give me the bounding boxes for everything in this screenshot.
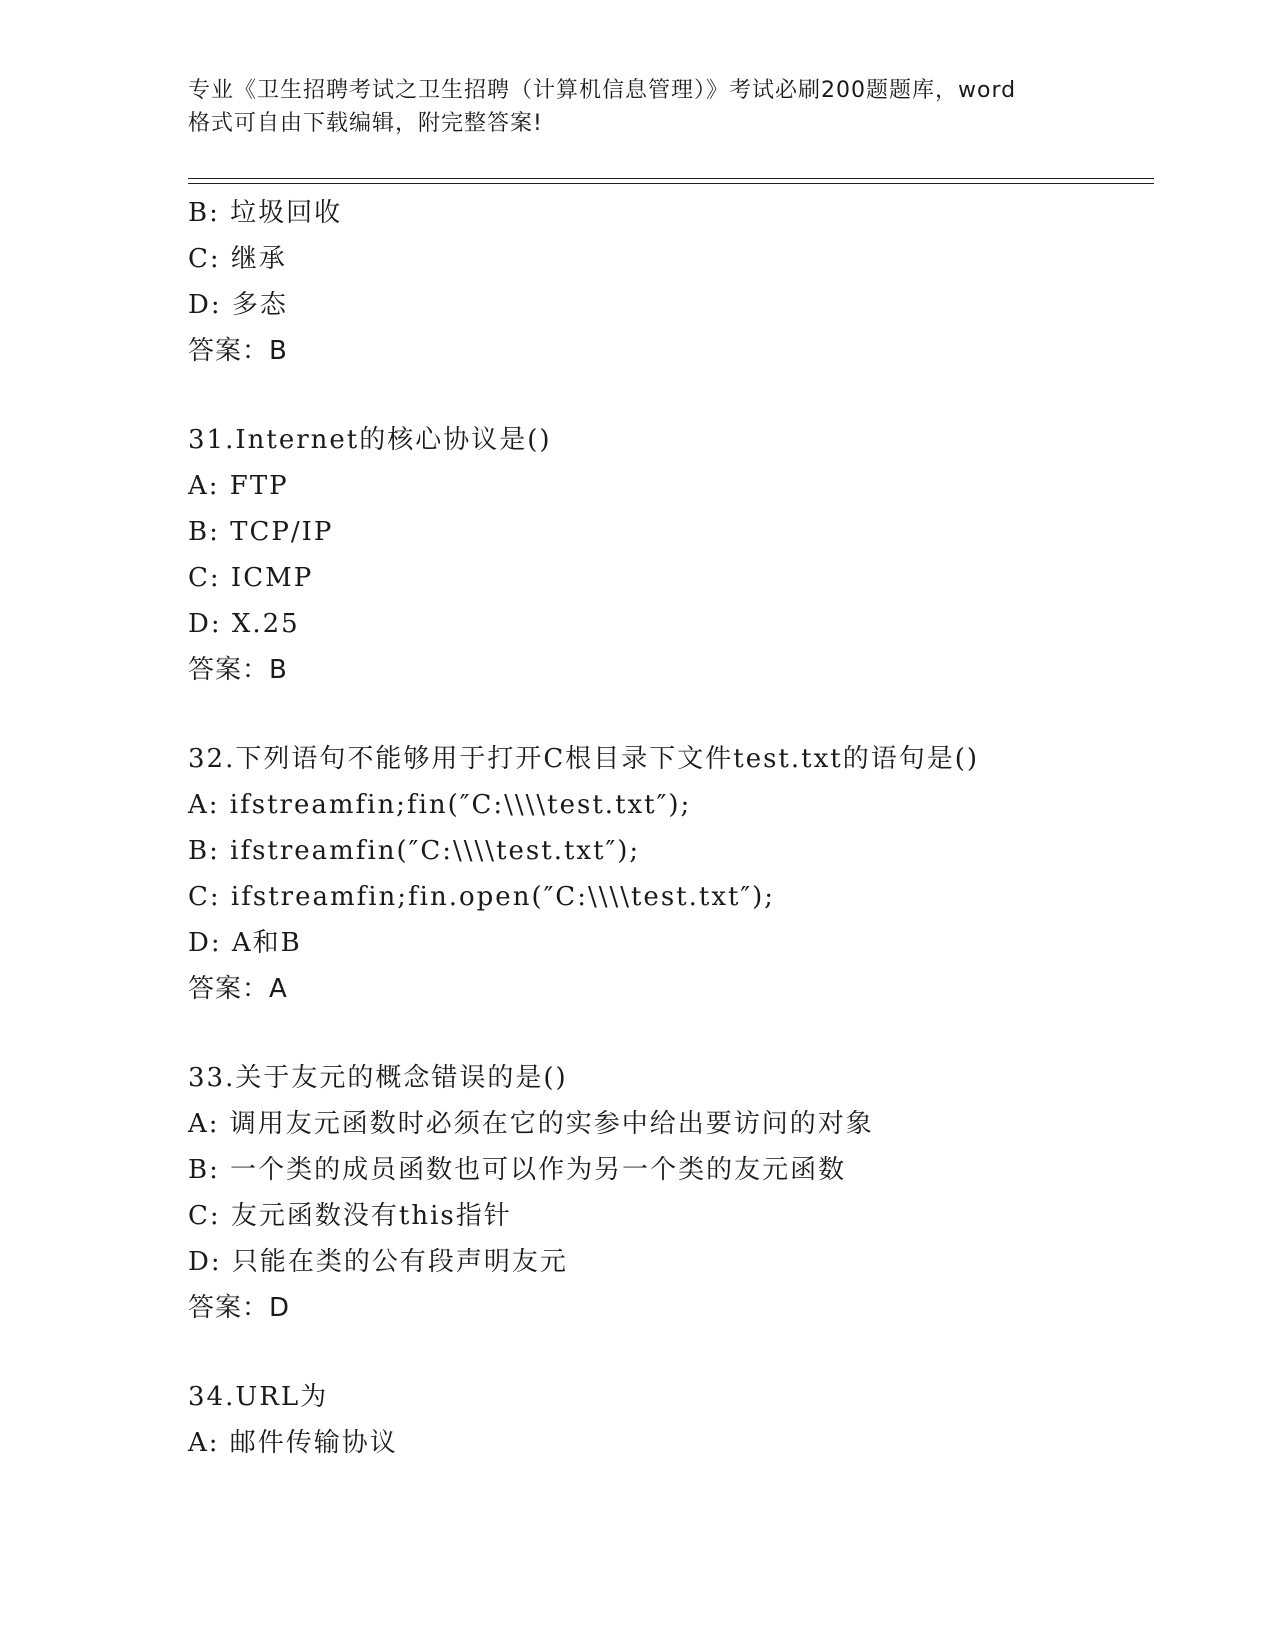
- option-a: A: ifstreamfin;fin(″C:\\\\test.txt″);: [188, 790, 692, 820]
- question-stem: 33.关于友元的概念错误的是(): [188, 1063, 568, 1093]
- answer-line: 答案：A: [188, 974, 288, 1004]
- option-b: B: ifstreamfin(″C:\\\\test.txt″);: [188, 836, 641, 866]
- option-b: B: 一个类的成员函数也可以作为另一个类的友元函数: [188, 1155, 847, 1185]
- option-b: B: 垃圾回收: [188, 198, 343, 228]
- question-block-31: [188, 417, 1154, 693]
- option-a: A: FTP: [188, 471, 289, 501]
- option-c: C: ICMP: [188, 563, 314, 593]
- header-divider: [188, 178, 1154, 184]
- option-d: D: X.25: [188, 609, 300, 639]
- question-stem: 32.下列语句不能够用于打开C根目录下文件test.txt的语句是(): [188, 744, 979, 774]
- document-header: [188, 74, 1088, 140]
- question-block-33: [188, 1055, 1154, 1331]
- option-b: B: TCP/IP: [188, 517, 334, 547]
- answer-line: 答案：D: [188, 1293, 291, 1323]
- option-d: D: A和B: [188, 928, 302, 958]
- option-c: C: 继承: [188, 244, 287, 274]
- option-d: D: 多态: [188, 290, 288, 320]
- question-stem: 31.Internet的核心协议是(): [188, 425, 552, 455]
- question-list: [188, 190, 1154, 1466]
- answer-line: 答案：B: [188, 336, 288, 366]
- option-a: A: 调用友元函数时必须在它的实参中给出要访问的对象: [188, 1109, 874, 1139]
- option-c: C: ifstreamfin;fin.open(″C:\\\\test.txt″);: [188, 882, 776, 912]
- header-title-line-2: 格式可自由下载编辑，附完整答案!: [188, 111, 543, 136]
- answer-line: 答案：B: [188, 655, 288, 685]
- option-a: A: 邮件传输协议: [188, 1428, 398, 1458]
- question-block-30: [188, 190, 1154, 374]
- question-block-34: [188, 1374, 1154, 1466]
- option-c: C: 友元函数没有this指针: [188, 1201, 512, 1231]
- option-d: D: 只能在类的公有段声明友元: [188, 1247, 568, 1277]
- question-block-32: [188, 736, 1154, 1012]
- header-title-line-1: 专业《卫生招聘考试之卫生招聘（计算机信息管理）》考试必刷200题题库，word: [188, 78, 1017, 103]
- question-stem: 34.URL为: [188, 1382, 329, 1412]
